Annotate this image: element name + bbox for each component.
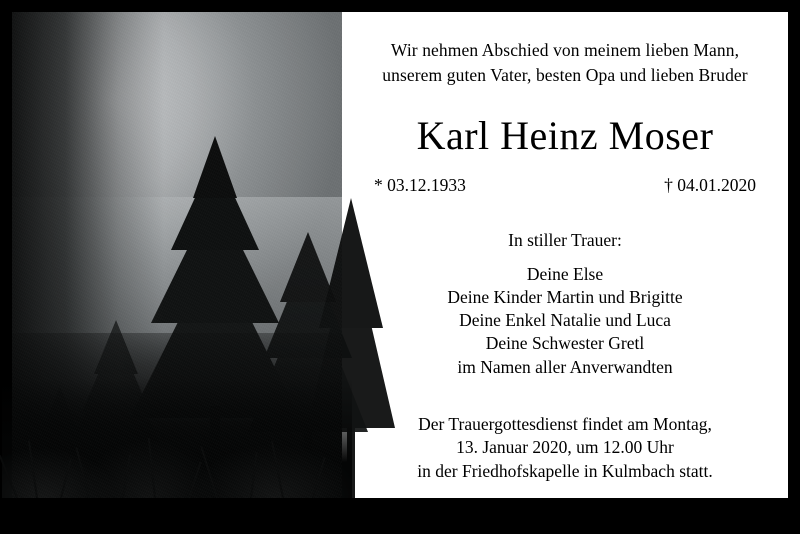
list-item: im Namen aller Anverwandten: [457, 356, 673, 377]
mourners-list: [368, 263, 762, 379]
life-dates: [368, 175, 762, 196]
forest-photo: [12, 12, 342, 498]
obituary-text: [342, 12, 788, 533]
service-line-2: 13. Januar 2020, um 12.00 Uhr: [456, 437, 674, 458]
service-line-3: in der Friedhofskapelle in Kulmbach statt.: [417, 460, 713, 481]
notice-card: [12, 12, 788, 533]
thanks-text: Für alle Anteilnahme herzlichen Dank.: [429, 512, 701, 533]
intro-line-2: unserem guten Vater, besten Opa und lieben Bruder: [382, 64, 748, 85]
service-line-1: Der Trauergottesdienst findet am Montag,: [418, 414, 712, 435]
mourning-heading: In stiller Trauer:: [508, 229, 622, 250]
intro-text: [368, 38, 762, 88]
service-details: [368, 413, 762, 483]
death-date: † 04.01.2020: [664, 174, 756, 195]
list-item: Deine Kinder Martin und Brigitte: [447, 286, 683, 307]
list-item: Deine Schwester Gretl: [485, 333, 645, 354]
list-item: Deine Enkel Natalie und Luca: [459, 310, 671, 331]
deceased-name: Karl Heinz Moser: [416, 112, 714, 158]
intro-line-1: Wir nehmen Abschied von meinem lieben Mann,: [390, 40, 740, 60]
birth-date: * 03.12.1933: [374, 174, 466, 195]
list-item: Deine Else: [526, 263, 604, 284]
photo-grain-overlay: [12, 12, 342, 498]
